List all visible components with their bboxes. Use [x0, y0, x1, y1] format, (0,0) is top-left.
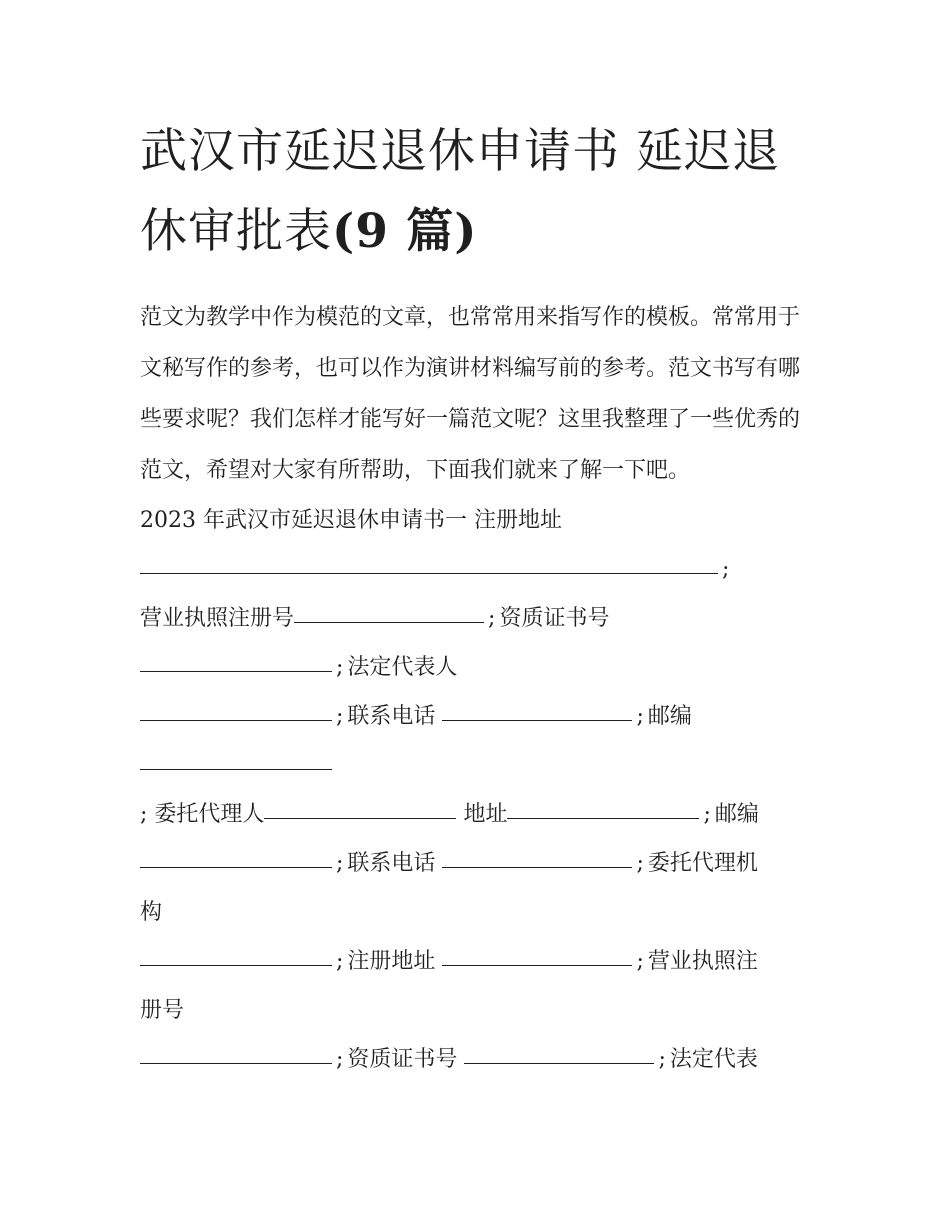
- blank-field[interactable]: [140, 641, 332, 672]
- field-label: 邮编: [714, 802, 759, 827]
- field-label: 法定代表: [669, 1047, 758, 1072]
- blank-field[interactable]: [507, 788, 699, 819]
- blank-field[interactable]: [294, 592, 484, 623]
- blank-field[interactable]: [442, 837, 632, 868]
- blank-field[interactable]: [140, 935, 332, 966]
- blank-field[interactable]: [464, 1033, 654, 1064]
- field-label: 邮编: [647, 704, 692, 729]
- form-line: [140, 888, 820, 937]
- field-label: 法定代表人: [347, 655, 458, 680]
- field-label: 委托代理人: [154, 802, 265, 827]
- blank-field[interactable]: [140, 837, 332, 868]
- form-line: ; 委托代理人 地址 ; 邮编: [140, 790, 820, 839]
- blank-field[interactable]: [264, 788, 456, 819]
- field-label: 构: [140, 900, 163, 925]
- field-label: 资质证书号: [499, 606, 610, 631]
- form-line: ; 法定代表人: [140, 643, 820, 692]
- form-line: [140, 986, 820, 1035]
- form-line: ; 资质证书号 ; 法定代表: [140, 1035, 820, 1084]
- field-label: 地址: [463, 802, 508, 827]
- field-label: 注册地址: [347, 949, 436, 974]
- blank-field[interactable]: [140, 690, 332, 721]
- form-line: ; 联系电话 ; 委托代理机: [140, 839, 820, 888]
- field-label: 册号: [140, 998, 185, 1023]
- title-count: (9 篇): [332, 204, 478, 259]
- form-line: [140, 741, 820, 790]
- form-line: ;: [140, 545, 820, 594]
- field-label: 委托代理机: [647, 851, 758, 876]
- blank-field[interactable]: [442, 935, 632, 966]
- form-line: ; 联系电话 ; 邮编: [140, 692, 820, 741]
- field-label: 营业执照注: [647, 949, 758, 974]
- title-text: 武汉市延迟退休申请书 延迟退休审批表: [140, 124, 780, 259]
- document-page: [140, 112, 820, 1084]
- field-label: 联系电话: [347, 851, 436, 876]
- intro-paragraph: 范文为教学中作为模范的文章，也常常用来指写作的模板。常常用于文秘写作的参考，也可以作为演讲材料编写前的参考。范文书写有哪些要求呢？我们怎样才能写好一篇范文呢？这里我整理了一些优秀的范文，希望对大家有所帮助，下面我们就来了解一下吧。: [140, 305, 801, 483]
- blank-field[interactable]: [442, 690, 632, 721]
- page-title: [140, 112, 820, 272]
- form-line: 营业执照注册号 ; 资质证书号: [140, 594, 820, 643]
- blank-field[interactable]: [140, 739, 332, 770]
- field-label: 营业执照注册号: [140, 606, 295, 631]
- field-label: 联系电话: [347, 704, 436, 729]
- form-line: ; 注册地址 ; 营业执照注: [140, 937, 820, 986]
- section-heading: 2023 年武汉市延迟退休申请书一 注册地址: [140, 508, 562, 533]
- blank-field[interactable]: [140, 1033, 332, 1064]
- field-label: 资质证书号: [347, 1047, 458, 1072]
- blank-field[interactable]: [140, 543, 718, 574]
